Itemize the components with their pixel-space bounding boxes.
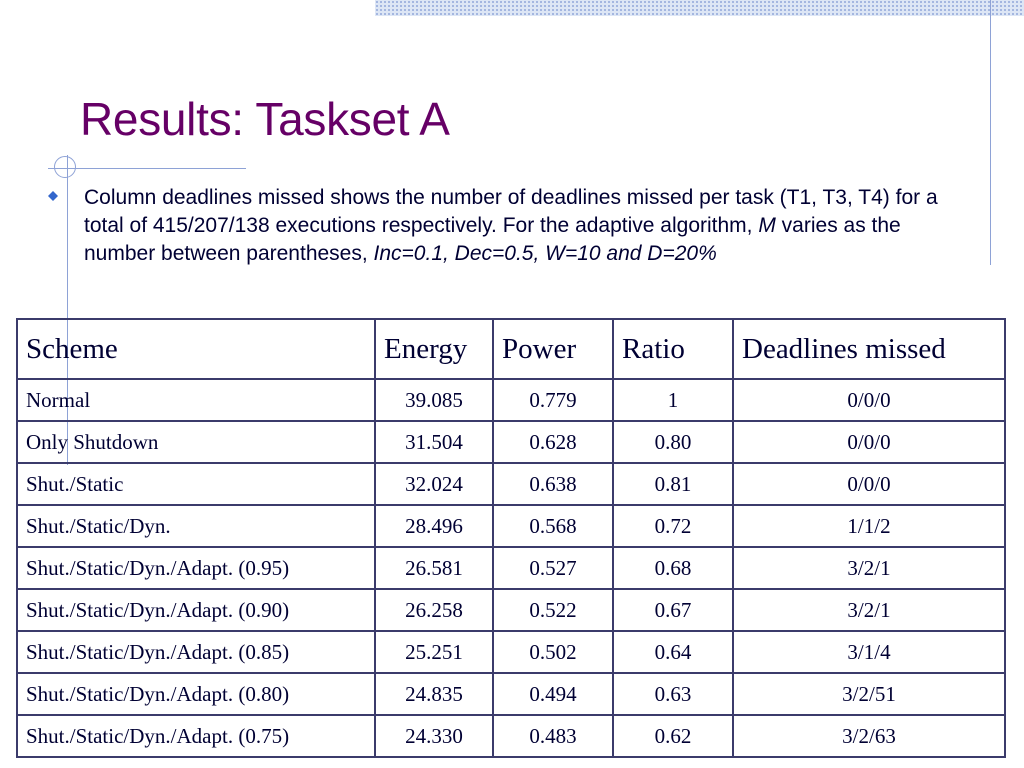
- cell-energy: 28.496: [375, 505, 493, 547]
- cell-power: 0.522: [493, 589, 613, 631]
- cell-deadlines-missed: 3/2/51: [733, 673, 1005, 715]
- table-row: [17, 673, 1005, 715]
- decorative-circle: [54, 156, 76, 178]
- header-deadlines-missed: Deadlines missed: [733, 319, 1005, 379]
- cell-ratio: 0.64: [613, 631, 733, 673]
- parameter-values: Inc=0.1, Dec=0.5, W=10 and D=20%: [373, 242, 717, 265]
- cell-deadlines-missed: 3/2/1: [733, 589, 1005, 631]
- cell-deadlines-missed: 1/1/2: [733, 505, 1005, 547]
- cell-energy: 32.024: [375, 463, 493, 505]
- table-row: [17, 589, 1005, 631]
- cell-power: 0.628: [493, 421, 613, 463]
- table-row: [17, 715, 1005, 757]
- table-body: [17, 379, 1005, 757]
- diamond-bullet-icon: [48, 191, 58, 201]
- cell-ratio: 0.63: [613, 673, 733, 715]
- cell-scheme: Shut./Static/Dyn./Adapt. (0.85): [17, 631, 375, 673]
- cell-deadlines-missed: 0/0/0: [733, 379, 1005, 421]
- header-ratio: Ratio: [613, 319, 733, 379]
- cell-scheme: Normal: [17, 379, 375, 421]
- cell-ratio: 0.80: [613, 421, 733, 463]
- table-row: [17, 631, 1005, 673]
- cell-deadlines-missed: 3/2/1: [733, 547, 1005, 589]
- cell-power: 0.483: [493, 715, 613, 757]
- cell-scheme: Shut./Static/Dyn./Adapt. (0.90): [17, 589, 375, 631]
- table-row: [17, 379, 1005, 421]
- results-table: [16, 318, 1006, 758]
- cell-scheme: Shut./Static/Dyn./Adapt. (0.75): [17, 715, 375, 757]
- cell-deadlines-missed: 0/0/0: [733, 463, 1005, 505]
- cell-energy: 31.504: [375, 421, 493, 463]
- table-header-row: [17, 319, 1005, 379]
- cell-ratio: 0.67: [613, 589, 733, 631]
- cell-energy: 39.085: [375, 379, 493, 421]
- cell-deadlines-missed: 0/0/0: [733, 421, 1005, 463]
- cell-scheme: Shut./Static/Dyn./Adapt. (0.95): [17, 547, 375, 589]
- cell-power: 0.527: [493, 547, 613, 589]
- cell-energy: 24.330: [375, 715, 493, 757]
- decorative-vertical-line: [990, 0, 991, 265]
- cell-ratio: 0.62: [613, 715, 733, 757]
- decorative-top-band: [375, 0, 1024, 16]
- table-row: [17, 421, 1005, 463]
- cell-energy: 25.251: [375, 631, 493, 673]
- slide-title: Results: Taskset A: [80, 93, 450, 145]
- header-energy: Energy: [375, 319, 493, 379]
- cell-ratio: 0.81: [613, 463, 733, 505]
- cell-power: 0.494: [493, 673, 613, 715]
- cell-ratio: 1: [613, 379, 733, 421]
- cell-scheme: Shut./Static/Dyn.: [17, 505, 375, 547]
- table-row: [17, 463, 1005, 505]
- results-table-container: [16, 318, 1006, 758]
- table-row: [17, 505, 1005, 547]
- cell-energy: 26.581: [375, 547, 493, 589]
- cell-deadlines-missed: 3/2/63: [733, 715, 1005, 757]
- cell-power: 0.638: [493, 463, 613, 505]
- cell-deadlines-missed: 3/1/4: [733, 631, 1005, 673]
- header-scheme: Scheme: [17, 319, 375, 379]
- cell-ratio: 0.68: [613, 547, 733, 589]
- cell-power: 0.779: [493, 379, 613, 421]
- cell-power: 0.568: [493, 505, 613, 547]
- cell-power: 0.502: [493, 631, 613, 673]
- cell-energy: 26.258: [375, 589, 493, 631]
- bullet-text: [84, 184, 964, 268]
- cell-scheme: Shut./Static/Dyn./Adapt. (0.80): [17, 673, 375, 715]
- cell-energy: 24.835: [375, 673, 493, 715]
- cell-scheme: Shut./Static: [17, 463, 375, 505]
- bullet-text-cont: varies as the number between parentheses,: [84, 214, 901, 265]
- table-row: [17, 547, 1005, 589]
- variable-m: M: [758, 214, 776, 237]
- cell-scheme: Only Shutdown: [17, 421, 375, 463]
- cell-ratio: 0.72: [613, 505, 733, 547]
- decorative-horizontal-line: [48, 168, 246, 169]
- header-power: Power: [493, 319, 613, 379]
- bullet-text-main: Column deadlines missed shows the number of deadlines missed per task (T1, T3, T4) for a total of 415/207/138 executions respectively. For the adaptive algorithm,: [84, 186, 938, 237]
